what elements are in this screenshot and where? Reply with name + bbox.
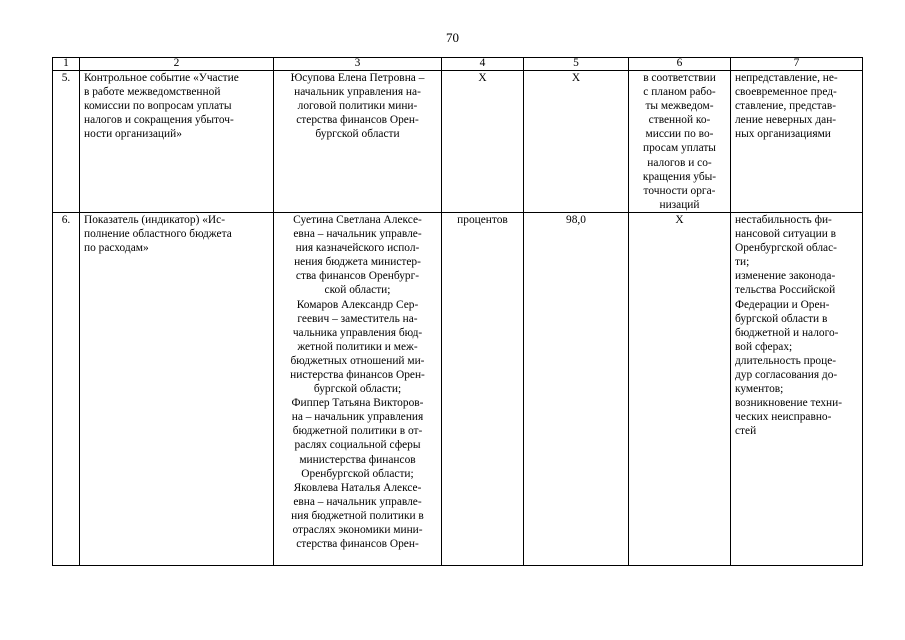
table-row — [53, 71, 863, 213]
page-number: 70 — [446, 30, 459, 45]
risks-cell: нестабильность фи- нансовой ситуации в Оренбургской облас- ти; изменение законода- тельства Российской Федерации и Орен- бургской области в бюджетной и налого- вой сферах; длительность проце- дур согласования до- кументов; возникновение техни- ческих неисправно- стей — [731, 212, 863, 565]
deadline-cell: в соответствии с планом рабо- ты межведом- ственной ко- миссии по во- просам уплаты налогов и со- кращения убы- точности орга- низаций — [629, 71, 731, 213]
event-cell: Показатель (индикатор) «Ис- полнение областного бюджета по расходам» — [80, 212, 274, 565]
unit-cell: процентов — [442, 212, 524, 565]
responsible-cell-wrapper — [274, 212, 442, 565]
responsible-cell: Суетина Светлана Алексе- евна – начальник управле- ния казначейского испол- нения бюджета министер- ства финансов Оренбург- ской области; Комаров Александр Сер- геевич – заместитель на- чальника управления бюд- жетной политики и меж- бюджетных отношений ми- нистерства финансов Орен- бургской области; Фиппер Татьяна Викторов- на – начальник управления бюджетной политики в от- раслях социальной сферы министерства финансов Оренбургской области; Яковлева Наталья Алексе- евна – начальник управле- ния бюджетной политики в отраслях экономики мини- стерства финансов Орен- — [290, 213, 425, 551]
row-number: 5. — [53, 71, 80, 213]
value-cell: 98,0 — [524, 212, 629, 565]
column-number: 4 — [442, 58, 524, 71]
unit-cell: X — [442, 71, 524, 213]
column-number: 6 — [629, 58, 731, 71]
table-row — [53, 212, 863, 565]
event-cell: Контрольное событие «Участие в работе межведомственной комиссии по вопросам уплаты налогов и сокращения убыточ- ности организаций» — [80, 71, 274, 213]
column-number: 5 — [524, 58, 629, 71]
risks-cell: непредставление, не- своевременное пред- ставление, представ- ление неверных дан- ных организациями — [731, 71, 863, 213]
measures-table — [52, 57, 863, 566]
column-number: 7 — [731, 58, 863, 71]
value-cell: X — [524, 71, 629, 213]
column-number: 3 — [274, 58, 442, 71]
responsible-cell: Юсупова Елена Петровна – начальник управления на- логовой политики мини- стерства финансов Орен- бургской области — [274, 71, 442, 213]
column-number-row — [53, 58, 863, 71]
column-number: 2 — [80, 58, 274, 71]
row-number: 6. — [53, 212, 80, 565]
deadline-cell: X — [629, 212, 731, 565]
column-number: 1 — [53, 58, 80, 71]
